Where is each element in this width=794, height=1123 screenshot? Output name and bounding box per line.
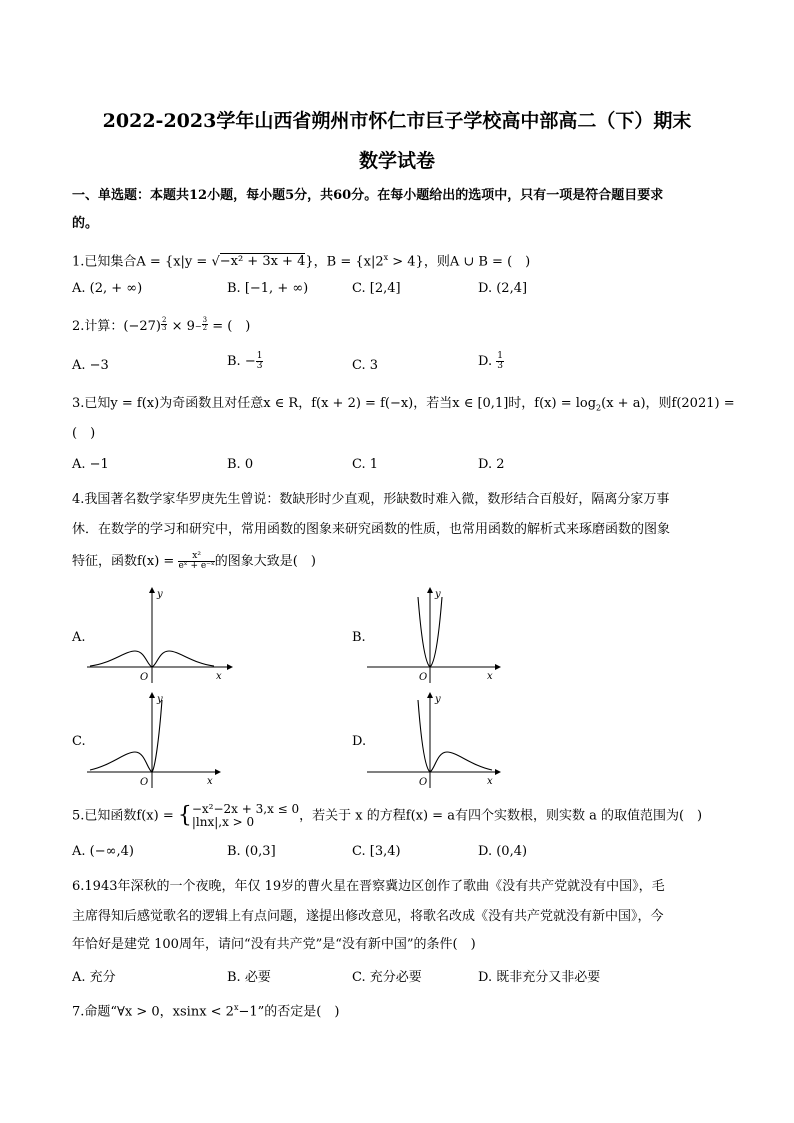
exam-title-line1: 2022-2023学年山西省朔州市怀仁市巨子学校高中部高二（下）期末 <box>102 110 692 132</box>
q2-text-c: = ( ) <box>208 319 251 334</box>
question-5-stem <box>72 802 732 831</box>
question-3-stem-cont: ( ) <box>72 426 96 441</box>
x-axis-label: x <box>487 776 493 787</box>
q6-option-b: B. 必要 <box>227 970 271 985</box>
q3-option-b: B. 0 <box>227 457 254 472</box>
graph-c <box>85 690 235 790</box>
q6-option-a: A. 充分 <box>72 970 116 985</box>
q2-option-b: B. − $\frac{1}{3}$ <box>227 351 263 371</box>
q1-radicand: −x² + 3x + 4 <box>219 254 306 270</box>
q2-option-a: A. −3 <box>72 358 109 373</box>
q7-text-b: −1”的否定是( ) <box>238 1004 340 1020</box>
y-axis-arrow <box>427 692 433 698</box>
y-axis-arrow <box>149 587 155 593</box>
q5-option-c: C. [3,4) <box>352 844 401 859</box>
q7-exponent: x <box>233 1003 239 1012</box>
q5-option-d: D. (0,4) <box>478 844 528 859</box>
q2-text-b: × 9 <box>167 319 195 334</box>
question-6-line3: 年恰好是建党 100周年，请问“没有共产党”是“没有新中国”的条件( ) <box>72 937 476 952</box>
origin-label: O <box>419 777 428 788</box>
graph-a <box>85 585 235 685</box>
graph-d-label: D. <box>352 734 367 749</box>
y-axis-label: y <box>435 589 441 600</box>
q2-option-d-fraction: $\frac{1}{3}$ <box>497 351 503 371</box>
q3-option-c: C. 1 <box>352 457 379 472</box>
origin-label: O <box>140 672 149 683</box>
q3-option-a: A. −1 <box>72 457 109 472</box>
q4-text-b: 的图象大致是( ) <box>214 554 316 569</box>
question-7-stem <box>72 998 732 1022</box>
x-axis-label: x <box>216 671 222 682</box>
q1-text-c: > 4}，则A ∪ B = ( ) <box>388 254 531 270</box>
x-axis-arrow <box>495 769 501 775</box>
q5-brace: { <box>177 803 192 828</box>
q5-option-b: B. (0,3] <box>227 844 276 859</box>
q5-case-1: −x²−2x + 3,x ≤ 0 <box>191 802 300 816</box>
origin-label: O <box>140 777 149 788</box>
y-axis-arrow <box>149 692 155 698</box>
q7-text-a: 7.命题“∀x > 0，xsinx < 2 <box>72 1004 234 1020</box>
q2-exponent-2: $\frac{3}{2}$ <box>202 316 208 332</box>
q2-option-b-fraction: $\frac{1}{3}$ <box>256 351 263 371</box>
graph-d-curve <box>418 700 492 772</box>
q1-option-d: D. (2,4] <box>478 281 528 296</box>
x-axis-label: x <box>487 671 493 682</box>
graph-c-curve <box>90 700 162 772</box>
q5-text-a: 5.已知函数f(x) = <box>72 808 178 824</box>
q3-log-base: 2 <box>596 403 602 413</box>
q1-text-b: }，B = {x|2 <box>305 254 384 270</box>
q2-option-c: C. 3 <box>352 358 379 373</box>
y-axis-label: y <box>435 694 441 705</box>
q1-option-a: A. (2, + ∞) <box>72 281 143 296</box>
q5-case-2: |lnx|,x > 0 <box>191 815 255 829</box>
sqrt-sign: √ <box>211 254 220 270</box>
q1-text-a: 1.已知集合A = {x|y = <box>72 254 212 270</box>
q2-text-a: 2.计算：(−27) <box>72 319 161 334</box>
graph-c-label: C. <box>72 734 86 749</box>
question-2-stem <box>72 317 732 337</box>
q2-exponent-2-sign: − <box>194 322 202 331</box>
q1-exponent: x <box>383 253 389 262</box>
question-6-line2: 主席得知后感觉歌名的逻辑上有点问题，遂提出修改意见，将歌名改成《没有共产党就没有新中国》，今 <box>72 909 664 924</box>
q5-piecewise <box>192 803 299 829</box>
y-axis-label: y <box>157 589 163 600</box>
question-4-line1: 4.我国著名数学家华罗庚先生曾说：数缺形时少直观，形缺数时难入微，数形结合百般好，隔离分家万事 <box>72 492 670 507</box>
q4-text-a: 特征，函数f(x) = <box>72 554 179 569</box>
x-axis-arrow <box>495 664 501 670</box>
graph-b-label: B. <box>352 630 366 645</box>
graph-d <box>365 690 515 790</box>
q3-text-b: (x + a)，则f(2021) = <box>601 396 735 411</box>
x-axis-arrow <box>227 664 233 670</box>
q1-option-b: B. [−1, + ∞) <box>227 281 309 296</box>
q3-option-d: D. 2 <box>478 457 505 472</box>
graph-a-label: A. <box>72 630 86 645</box>
question-3-stem <box>72 394 735 419</box>
y-axis-label: y <box>157 694 163 705</box>
question-1-stem <box>72 248 732 272</box>
question-6-line1: 6.1943年深秋的一个夜晚，年仅 19岁的曹火星在晋察冀边区创作了歌曲《没有共产党就没有中国》，毛 <box>72 879 665 894</box>
x-axis-label: x <box>207 776 213 787</box>
q3-text-a: 3.已知y = f(x)为奇函数且对任意x ∈ R，f(x + 2) = f(−x)，若当x ∈ [0,1]时，f(x) = log <box>72 396 597 411</box>
q4-fraction: $\frac{\text{x²}}{\text{eˣ + e⁻ˣ}}$ <box>178 551 215 571</box>
question-4-line3 <box>72 552 732 572</box>
q5-option-a: A. (−∞,4) <box>72 844 134 859</box>
graph-b <box>365 585 515 685</box>
q6-option-d: D. 既非充分又非必要 <box>478 970 601 985</box>
q5-text-b: ，若关于 x 的方程f(x) = a有四个实数根，则实数 a 的取值范围为( ) <box>299 808 703 824</box>
x-axis-arrow <box>215 769 221 775</box>
q2-exponent-1: $\frac{2}{3}$ <box>161 316 167 332</box>
origin-label: O <box>419 672 428 683</box>
section-heading-cont: 的。 <box>72 216 99 231</box>
y-axis-arrow <box>427 587 433 593</box>
question-4-line2: 休．在数学的学习和研究中，常用函数的图象来研究函数的性质，也常用函数的解析式来琢磨函数的图象 <box>72 522 671 537</box>
section-heading: 一、单选题：本题共12小题，每小题5分，共60分。在每小题给出的选项中，只有一项是符合题目要求 <box>72 188 664 203</box>
q2-option-d: D. $\frac{1}{3}$ <box>478 351 503 371</box>
q6-option-c: C. 充分必要 <box>352 970 422 985</box>
q1-option-c: C. [2,4] <box>352 281 401 296</box>
exam-title-line2: 数学试卷 <box>358 150 435 172</box>
